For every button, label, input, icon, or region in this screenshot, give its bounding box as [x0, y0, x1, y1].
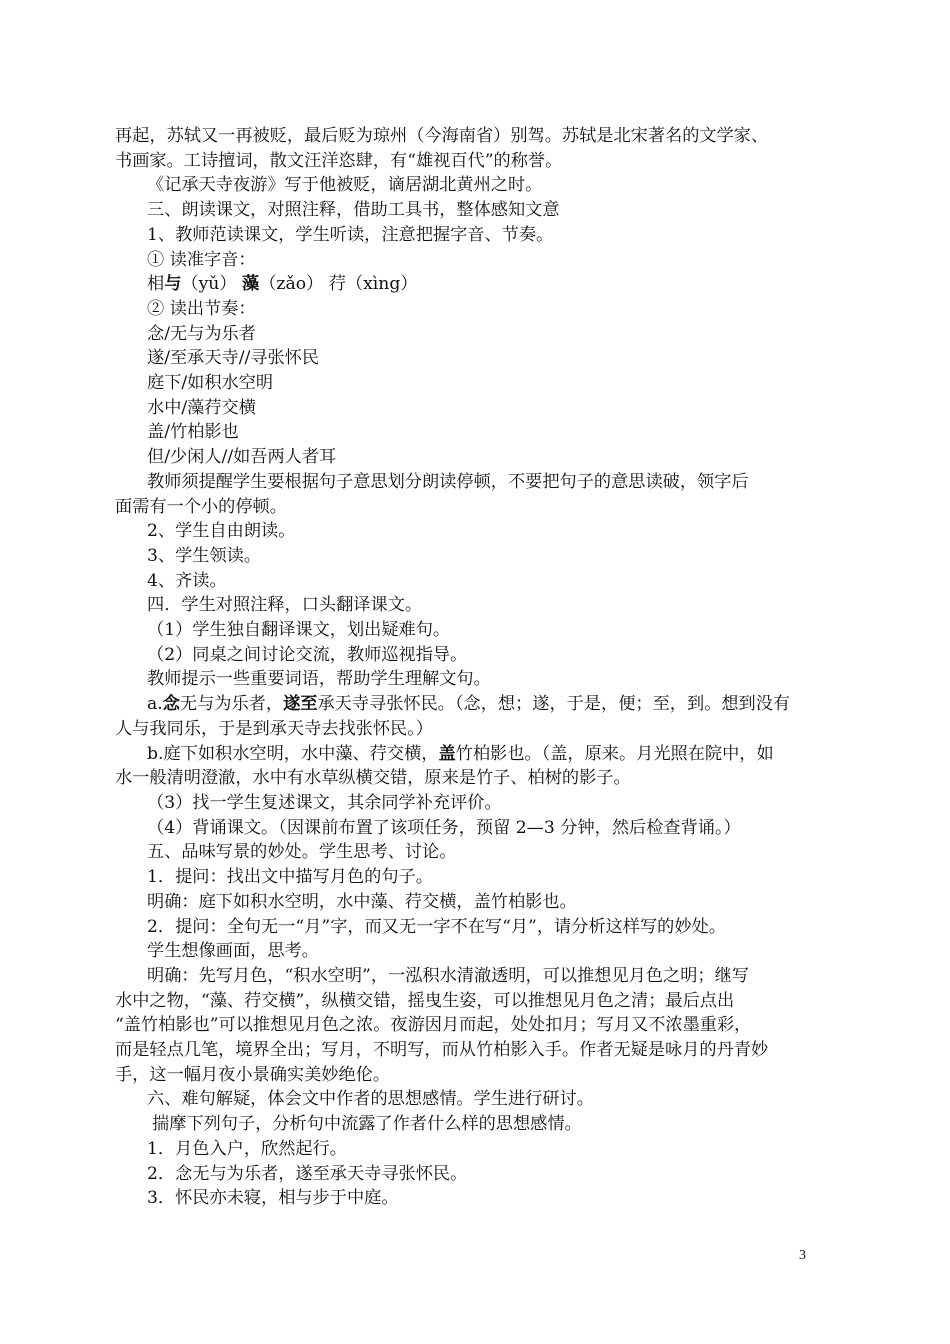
- text-run: 水一般清明澄澈，水中有水草纵横交错，原来是竹子、柏树的影子。: [115, 768, 631, 789]
- paragraph-line: [115, 124, 815, 149]
- paragraph-line: [115, 371, 815, 396]
- paragraph-line: [115, 1013, 815, 1038]
- text-run: 1．月色入户，欣然起行。: [147, 1138, 347, 1159]
- bold-text-run: 遂至: [283, 694, 318, 715]
- text-run: 六、难句解疑，体会文中作者的思想感情。学生进行研讨。: [147, 1089, 594, 1110]
- text-run: 书画家。工诗擅词，散文汪洋恣肆，有“雄视百代”的称誉。: [115, 150, 563, 171]
- paragraph-line: [115, 939, 815, 964]
- paragraph-line: [115, 1186, 815, 1211]
- text-run: 教师提示一些重要词语，帮助学生理解文句。: [147, 669, 491, 690]
- paragraph-line: [115, 569, 815, 594]
- paragraph-line: [115, 989, 815, 1014]
- bold-text-run: 念: [162, 694, 180, 715]
- paragraph-line: [115, 1112, 815, 1137]
- text-run: 但/少闲人//如吾两人者耳: [147, 447, 337, 468]
- paragraph-line: [115, 420, 815, 445]
- paragraph-line: [115, 223, 815, 248]
- paragraph-line: [115, 1162, 815, 1187]
- text-run: 4、齐读。: [147, 570, 227, 591]
- paragraph-line: [115, 791, 815, 816]
- paragraph-line: [115, 445, 815, 470]
- paragraph-line: [115, 742, 815, 767]
- text-run: 《记承天寺夜游》写于他被贬，谪居湖北黄州之时。: [147, 175, 543, 196]
- text-run: ② 读出节奏：: [147, 298, 256, 319]
- text-run: 无与为乐者，: [179, 694, 284, 715]
- text-run: 2．念无与为乐者，遂至承天寺寻张怀民。: [147, 1163, 468, 1184]
- text-run: “盖竹柏影也”可以推想见月色之浓。夜游因月而起，处处扣月；写月又不浓墨重彩，: [115, 1015, 752, 1036]
- text-run: 而是轻点几笔，境界全出；写月，不明写，而从竹柏影入手。作者无疑是咏月的丹青妙: [115, 1040, 769, 1061]
- text-run: 面需有一个小的停顿。: [115, 496, 287, 517]
- text-run: （yǔ）: [181, 274, 243, 295]
- paragraph-line: [115, 495, 815, 520]
- text-run: 竹柏影也。（盖，原来。月光照在院中，如: [455, 743, 774, 764]
- paragraph-line: [115, 1038, 815, 1063]
- paragraph-line: [115, 766, 815, 791]
- paragraph-line: [115, 593, 815, 618]
- paragraph-line: [115, 1137, 815, 1162]
- text-run: 四．学生对照注释，口头翻译课文。: [147, 595, 423, 616]
- text-run: 手，这一幅月夜小景确实美妙绝伦。: [115, 1064, 391, 1085]
- text-run: 3．怀民亦未寝，相与步于中庭。: [147, 1188, 399, 1209]
- paragraph-line: [115, 618, 815, 643]
- text-run: 明确：庭下如积水空明，水中藻、荇交横，盖竹柏影也。: [147, 891, 577, 912]
- text-run: 3、学生领读。: [147, 545, 262, 566]
- text-run: a.: [147, 694, 163, 715]
- paragraph-line: [115, 248, 815, 273]
- text-run: （2）同桌之间讨论交流，教师巡视指导。: [147, 644, 468, 665]
- page-number: 3: [799, 1248, 806, 1263]
- paragraph-line: [115, 865, 815, 890]
- paragraph-line: [115, 322, 815, 347]
- text-run: 相: [147, 274, 165, 295]
- bold-text-run: 盖: [438, 743, 456, 764]
- text-run: b.庭下如积水空明，水中藻、荇交横，: [147, 743, 439, 764]
- text-run: 盖/竹柏影也: [147, 422, 239, 443]
- paragraph-line: [115, 544, 815, 569]
- paragraph-line: [115, 272, 815, 297]
- text-run: 水中/藻荇交横: [147, 397, 256, 418]
- paragraph-line: [115, 692, 815, 717]
- text-run: 三、朗读课文，对照注释，借助工具书，整体感知文意: [147, 200, 560, 221]
- paragraph-line: [115, 149, 815, 174]
- paragraph-line: [115, 915, 815, 940]
- body-text: [115, 124, 815, 1211]
- text-run: 1、教师范读课文，学生听读，注意把握字音、节奏。: [147, 224, 554, 245]
- text-run: 遂/至承天寺//寻张怀民: [147, 348, 320, 369]
- paragraph-line: [115, 519, 815, 544]
- paragraph-line: [115, 840, 815, 865]
- text-run: 2、学生自由朗读。: [147, 521, 296, 542]
- paragraph-line: [115, 1087, 815, 1112]
- text-run: 再起，苏轼又一再被贬，最后贬为琼州（今海南省）别驾。苏轼是北宋著名的文学家、: [115, 126, 769, 146]
- text-run: 教师须提醒学生要根据句子意思划分朗读停顿，不要把句子的意思读破，领字后: [147, 471, 749, 492]
- paragraph-line: [115, 717, 815, 742]
- text-run: （1）学生独自翻译课文，划出疑难句。: [147, 620, 451, 641]
- paragraph-line: [115, 297, 815, 322]
- paragraph-line: [115, 470, 815, 495]
- text-run: 念/无与为乐者: [147, 323, 256, 344]
- text-run: 五、品味写景的妙处。学生思考、讨论。: [147, 842, 457, 863]
- text-run: ① 读准字音：: [147, 249, 256, 270]
- text-run: 2．提问：全句无一“月”字，而又无一字不在写“月”，请分析这样写的妙处。: [147, 916, 726, 937]
- text-run: 承天寺寻张怀民。（念，想；遂，于是，便；至，到。想到没有: [317, 694, 791, 715]
- paragraph-line: [115, 173, 815, 198]
- bold-text-run: 与: [164, 274, 182, 295]
- text-run: 学生想像画面，思考。: [147, 941, 319, 962]
- text-run: 明确：先写月色，“积水空明”，一泓积水清澈透明，可以推想见月色之明；继写: [147, 965, 749, 986]
- paragraph-line: [115, 643, 815, 668]
- paragraph-line: [115, 890, 815, 915]
- text-run: （4）背诵课文。（因课前布置了该项任务，预留 2—3 分钟，然后检查背诵。）: [147, 817, 741, 838]
- paragraph-line: [115, 346, 815, 371]
- bold-text-run: 藻: [242, 274, 260, 295]
- paragraph-line: [115, 198, 815, 223]
- text-run: （zǎo） 荇（xìng）: [259, 274, 418, 295]
- paragraph-line: [115, 964, 815, 989]
- paragraph-line: [115, 816, 815, 841]
- text-run: 人与我同乐，于是到承天寺去找张怀民。）: [115, 718, 433, 739]
- text-run: 1．提问：找出文中描写月色的句子。: [147, 867, 433, 888]
- paragraph-line: [115, 396, 815, 421]
- text-run: 水中之物，“藻、荇交横”，纵横交错，摇曳生姿，可以推想见月色之清；最后点出: [115, 990, 735, 1011]
- paragraph-line: [115, 667, 815, 692]
- text-run: 揣摩下列句子，分析句中流露了作者什么样的思想感情。: [152, 1114, 582, 1135]
- paragraph-line: [115, 1063, 815, 1088]
- text-run: （3）找一学生复述课文，其余同学补充评价。: [147, 792, 502, 813]
- text-run: 庭下/如积水空明: [147, 373, 274, 394]
